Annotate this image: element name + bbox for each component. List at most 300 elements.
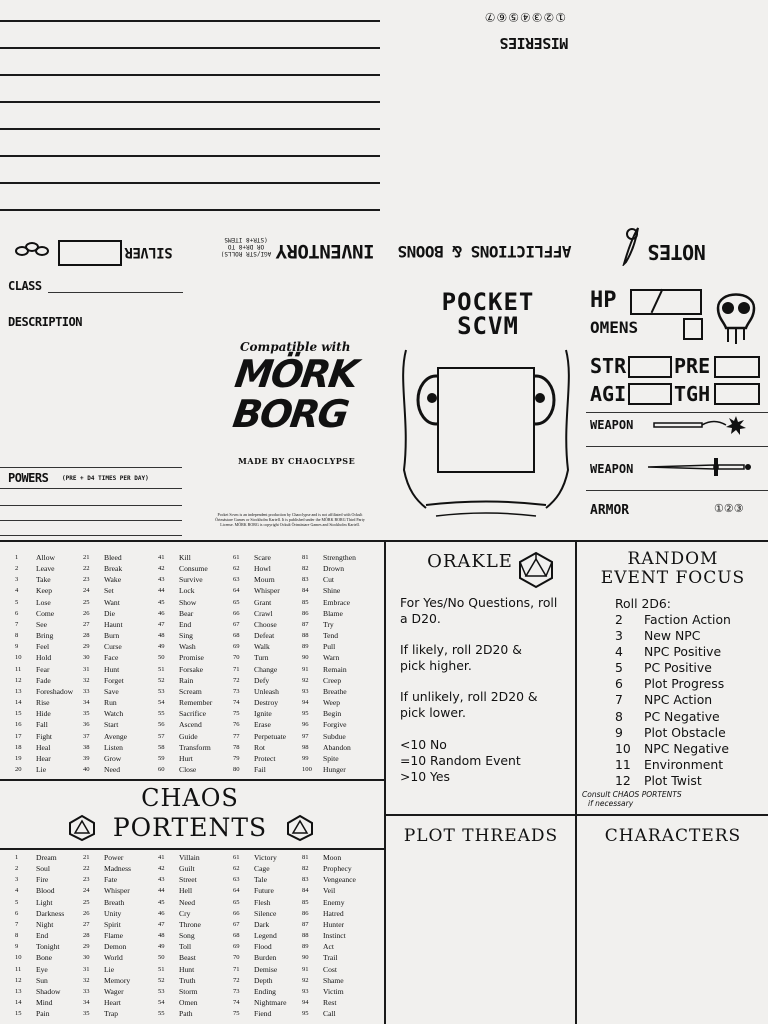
description-label: DESCRIPTION: [8, 315, 82, 329]
list-item: [302, 852, 356, 863]
word-text: Forget: [104, 675, 124, 685]
word-text: Bring: [36, 631, 54, 641]
list-item: [83, 597, 127, 608]
word-number: 92: [302, 676, 309, 684]
silver-label: SILVER: [125, 244, 173, 260]
word-text: Keep: [36, 586, 53, 596]
word-number: 54: [158, 699, 165, 707]
word-text: Fail: [254, 764, 266, 774]
word-number: 85: [302, 598, 309, 606]
word-text: Protect: [254, 753, 276, 763]
list-item: [302, 719, 356, 730]
list-item: [158, 986, 201, 997]
list-item: [233, 619, 286, 630]
word-number: 49: [158, 943, 165, 951]
word-number: 11: [15, 965, 22, 973]
list-item: [15, 641, 73, 652]
list-item: [302, 874, 356, 885]
list-item: [302, 742, 356, 753]
word-column: [302, 852, 356, 1019]
event-text: Environment: [644, 756, 724, 772]
word-number: 60: [158, 765, 165, 773]
list-item: [15, 919, 64, 930]
word-number: 87: [302, 620, 309, 628]
word-number: 15: [15, 710, 22, 718]
word-text: See: [36, 619, 47, 629]
word-number: 98: [302, 743, 309, 751]
word-text: Moon: [323, 853, 342, 862]
event-item: [615, 612, 731, 628]
hp-label: HP: [590, 288, 617, 313]
word-number: 8: [15, 932, 19, 940]
armor-tier-tracker[interactable]: ①②③: [714, 502, 744, 515]
word-number: 23: [83, 576, 90, 584]
list-item: [83, 874, 131, 885]
list-item: [15, 753, 73, 764]
word-number: 80: [233, 765, 240, 773]
list-item: [233, 863, 286, 874]
list-item: [233, 941, 286, 952]
plot-threads-area[interactable]: [388, 854, 572, 1022]
word-text: Survive: [179, 575, 203, 585]
word-text: Spite: [323, 753, 339, 763]
word-number: 13: [15, 987, 22, 995]
misery-tracker[interactable]: ①②③④⑤⑥⑦: [483, 10, 566, 24]
list-item: [158, 652, 212, 663]
word-text: End: [36, 931, 49, 941]
word-number: 52: [158, 676, 165, 684]
event-text: Plot Twist: [644, 772, 702, 788]
word-text: Blood: [36, 886, 55, 896]
word-number: 47: [158, 620, 165, 628]
word-text: Flesh: [254, 897, 271, 907]
word-text: Flame: [104, 931, 123, 941]
event-item: [615, 628, 731, 644]
word-number: 24: [83, 887, 90, 895]
word-number: 88: [302, 932, 309, 940]
word-number: 21: [83, 854, 90, 861]
word-number: 32: [83, 676, 90, 684]
list-item: [158, 897, 201, 908]
word-text: Foreshadow: [36, 686, 74, 696]
word-number: 70: [233, 654, 240, 662]
list-item: [302, 652, 356, 663]
word-text: Cry: [179, 908, 191, 918]
chaos-title: CHAOS: [141, 784, 239, 812]
list-item: [15, 585, 73, 596]
hp-field[interactable]: [630, 289, 702, 315]
list-item: [302, 597, 356, 608]
word-text: Fight: [36, 731, 53, 741]
word-number: 5: [15, 898, 19, 906]
word-column: [233, 852, 286, 1019]
word-number: 27: [83, 920, 90, 928]
list-item: [302, 731, 356, 742]
list-item: [15, 941, 64, 952]
word-number: 82: [302, 865, 309, 873]
word-text: Whisper: [104, 886, 130, 896]
word-number: 35: [83, 1010, 90, 1018]
word-number: 4: [15, 887, 19, 895]
list-item: [15, 852, 64, 863]
event-number: 2: [615, 612, 623, 627]
word-number: 34: [83, 699, 90, 707]
word-number: 89: [302, 943, 309, 951]
word-number: 55: [158, 710, 165, 718]
list-item: [233, 585, 286, 596]
list-item: [15, 863, 64, 874]
event-item: [615, 692, 731, 708]
word-text: Omen: [179, 998, 198, 1008]
description-line: [0, 467, 182, 468]
word-number: 45: [158, 898, 165, 906]
word-number: 52: [158, 976, 165, 984]
pre-field[interactable]: [714, 356, 760, 378]
list-item: [302, 585, 356, 596]
word-text: Blame: [323, 608, 343, 618]
word-text: Consume: [179, 564, 208, 574]
list-item: [158, 731, 212, 742]
word-text: Rot: [254, 742, 265, 752]
word-number: 78: [233, 743, 240, 751]
event-text: Plot Progress: [644, 676, 725, 692]
list-item: [15, 1008, 64, 1019]
orakle-rule-2: If likely, roll 2D20 & pick higher.: [400, 642, 522, 673]
list-item: [302, 574, 356, 585]
word-text: Lie: [36, 764, 47, 774]
word-number: 14: [15, 699, 22, 707]
list-item: [158, 719, 212, 730]
word-text: Weep: [323, 698, 341, 708]
word-number: 97: [302, 732, 309, 740]
list-item: [15, 885, 64, 896]
list-item: [158, 852, 201, 863]
list-item: [83, 630, 127, 641]
list-item: [83, 1008, 131, 1019]
word-number: 42: [158, 565, 165, 573]
words-divider: [0, 779, 384, 781]
event-number: 9: [615, 724, 623, 740]
list-item: [302, 885, 356, 896]
word-text: Defeat: [254, 631, 275, 641]
list-item: [302, 930, 356, 941]
word-number: 19: [15, 754, 22, 762]
word-number: 30: [83, 954, 90, 962]
word-text: Silence: [254, 908, 277, 918]
list-item: [15, 697, 73, 708]
word-number: 68: [233, 632, 240, 640]
made-by-text: MADE BY CHAOCLYPSE: [238, 456, 356, 466]
word-number: 42: [158, 865, 165, 873]
portrait-frame: [396, 340, 576, 520]
list-item: [83, 552, 127, 563]
list-item: [233, 686, 286, 697]
word-number: 67: [233, 920, 240, 928]
word-text: Legend: [254, 931, 277, 941]
portents-divider: [0, 848, 384, 850]
word-text: Breath: [104, 897, 125, 907]
word-number: 55: [158, 1010, 165, 1018]
word-number: 93: [302, 987, 309, 995]
word-number: 59: [158, 754, 165, 762]
word-number: 85: [302, 898, 309, 906]
list-item: [233, 697, 286, 708]
event-text: New NPC: [644, 628, 701, 644]
list-item: [302, 897, 356, 908]
word-number: 66: [233, 609, 240, 617]
word-text: Need: [104, 764, 121, 774]
word-text: Memory: [104, 975, 131, 985]
characters-area[interactable]: [579, 854, 765, 1022]
tgh-field[interactable]: [714, 383, 760, 405]
word-text: Rise: [36, 698, 50, 708]
word-text: Trail: [323, 953, 338, 963]
coins-icon: [14, 239, 50, 263]
word-text: Shine: [323, 586, 341, 596]
word-number: 11: [15, 665, 22, 673]
event-focus-list: [615, 612, 731, 789]
word-text: Lie: [104, 964, 115, 974]
word-number: 63: [233, 576, 240, 584]
notes-label: NOTES: [648, 240, 706, 264]
word-number: 10: [15, 654, 22, 662]
event-number: 3: [615, 628, 623, 644]
list-item: [233, 908, 286, 919]
list-item: [158, 641, 212, 652]
word-number: 95: [302, 710, 309, 718]
word-number: 47: [158, 920, 165, 928]
ruled-line: [0, 74, 380, 76]
tgh-label: TGH: [674, 382, 711, 406]
list-item: [158, 964, 201, 975]
list-item: [83, 930, 131, 941]
quill-icon: [620, 226, 642, 270]
word-number: 3: [15, 876, 19, 884]
word-text: Demise: [254, 964, 278, 974]
word-number: 29: [83, 643, 90, 651]
list-item: [15, 874, 64, 885]
word-number: 86: [302, 609, 309, 617]
list-item: [302, 552, 356, 563]
word-text: Wake: [104, 575, 122, 585]
word-text: Victim: [323, 986, 344, 996]
word-number: 65: [233, 598, 240, 606]
list-item: [15, 608, 73, 619]
word-text: Try: [323, 619, 334, 629]
word-number: 90: [302, 654, 309, 662]
event-note: Consult CHAOS PORTENTS if necessary: [582, 790, 682, 808]
list-item: [302, 997, 356, 1008]
list-item: [233, 897, 286, 908]
word-number: 49: [158, 643, 165, 651]
list-item: [158, 563, 212, 574]
word-text: Song: [179, 931, 195, 941]
list-item: [158, 664, 212, 675]
orakle-rule-3: If unlikely, roll 2D20 & pick lower.: [400, 689, 538, 720]
list-item: [158, 619, 212, 630]
word-number: 39: [83, 754, 90, 762]
list-item: [83, 897, 131, 908]
word-text: Mind: [36, 998, 53, 1008]
word-number: 89: [302, 643, 309, 651]
afflictions-label: AFFLICTIONS & BOONS: [398, 242, 572, 261]
word-text: Heart: [104, 998, 121, 1008]
list-item: [302, 975, 356, 986]
list-item: [233, 597, 286, 608]
word-number: 46: [158, 609, 165, 617]
ruled-line: [0, 209, 380, 211]
list-item: [83, 574, 127, 585]
word-number: 94: [302, 999, 309, 1007]
word-text: Scream: [179, 686, 202, 696]
word-text: Burden: [254, 953, 277, 963]
word-number: 27: [83, 620, 90, 628]
word-number: 87: [302, 920, 309, 928]
word-number: 25: [83, 898, 90, 906]
list-item: [83, 619, 127, 630]
word-column: [15, 852, 64, 1019]
word-number: 41: [158, 854, 165, 861]
str-field[interactable]: [628, 356, 672, 378]
word-text: Hunter: [323, 919, 345, 929]
word-text: Start: [104, 720, 119, 730]
word-number: 3: [15, 576, 19, 584]
word-text: Tale: [254, 875, 267, 885]
word-column: [15, 552, 73, 775]
word-number: 20: [15, 765, 22, 773]
list-item: [302, 764, 356, 775]
list-item: [302, 675, 356, 686]
word-number: 48: [158, 632, 165, 640]
word-number: 53: [158, 687, 165, 695]
word-number: 86: [302, 909, 309, 917]
list-item: [233, 919, 286, 930]
word-text: Leave: [36, 564, 55, 574]
word-number: 2: [15, 565, 19, 573]
word-text: World: [104, 953, 123, 963]
pocket-scvm-title: POCKET SCVM: [441, 288, 535, 340]
word-number: 28: [83, 932, 90, 940]
list-item: [302, 630, 356, 641]
d20-icon: [68, 814, 96, 846]
ruled-line: [0, 20, 380, 22]
word-number: 88: [302, 632, 309, 640]
legal-text: Pocket Scvm is an independent production by Chaoclypse and is not affiliated with Ockult Örtmästare Games or Stockholm Kartell. It is published under the MÖRK BORG Third Party License. MÖRK BORG is copyright Ockult Örtmästare Games and Stockholm Kartell.: [215, 512, 365, 527]
word-text: Beast: [179, 953, 196, 963]
word-text: Ignite: [254, 709, 272, 719]
d20-icon: [516, 550, 556, 594]
word-text: Abandon: [323, 742, 351, 752]
list-item: [15, 630, 73, 641]
word-text: Cost: [323, 964, 337, 974]
word-text: Cage: [254, 864, 270, 874]
characters-title: CHARACTERS: [604, 826, 742, 846]
inventory-label: INVENTORY: [276, 240, 375, 262]
list-item: [15, 952, 64, 963]
word-text: Watch: [104, 709, 124, 719]
weapon-divider: [586, 490, 768, 491]
weapon-label-2: WEAPON: [590, 462, 634, 476]
word-text: Allow: [36, 553, 55, 562]
list-item: [302, 608, 356, 619]
word-number: 1: [15, 554, 19, 561]
word-number: 50: [158, 954, 165, 962]
list-item: [158, 675, 212, 686]
word-text: Change: [254, 664, 278, 674]
event-number: 6: [615, 676, 623, 692]
word-column: [302, 552, 356, 775]
word-text: Fear: [36, 664, 50, 674]
event-item: [615, 676, 731, 692]
word-number: 69: [233, 643, 240, 651]
omens-field[interactable]: [683, 318, 703, 340]
list-item: [83, 964, 131, 975]
word-text: Instinct: [323, 931, 346, 941]
word-text: Shame: [323, 975, 344, 985]
silver-field[interactable]: [58, 240, 122, 266]
word-number: 70: [233, 954, 240, 962]
word-number: 56: [158, 721, 165, 729]
word-text: Turn: [254, 653, 269, 663]
list-item: [158, 919, 201, 930]
word-text: Tonight: [36, 942, 60, 952]
word-text: Need: [179, 897, 196, 907]
word-number: 84: [302, 887, 309, 895]
word-number: 41: [158, 554, 165, 561]
word-text: Set: [104, 586, 114, 596]
word-number: 38: [83, 743, 90, 751]
list-item: [158, 585, 212, 596]
portents-title: PORTENTS: [112, 813, 268, 842]
event-number: 5: [615, 660, 623, 676]
list-item: [233, 930, 286, 941]
word-number: 58: [158, 743, 165, 751]
word-text: Heal: [36, 742, 51, 752]
list-item: [15, 652, 73, 663]
word-text: Listen: [104, 742, 123, 752]
word-number: 24: [83, 587, 90, 595]
word-text: Veil: [323, 886, 336, 896]
word-number: 64: [233, 887, 240, 895]
list-item: [15, 897, 64, 908]
list-item: [83, 686, 127, 697]
class-label: CLASS: [8, 279, 42, 293]
word-number: 14: [15, 999, 22, 1007]
ruled-line: [0, 182, 380, 184]
event-item: [615, 741, 731, 757]
word-column: [233, 552, 286, 775]
list-item: [83, 885, 131, 896]
event-item: [615, 660, 731, 676]
event-item: [615, 725, 731, 741]
orakle-rule-1: For Yes/No Questions, roll a D20.: [400, 595, 558, 626]
powers-line: [0, 520, 182, 521]
omens-label: OMENS: [590, 318, 639, 337]
word-number: 81: [302, 554, 309, 561]
list-item: [233, 552, 286, 563]
word-text: Eye: [36, 964, 48, 974]
list-item: [158, 874, 201, 885]
list-item: [158, 975, 201, 986]
list-item: [15, 574, 73, 585]
word-text: Tend: [323, 631, 339, 641]
word-number: 61: [233, 554, 240, 561]
flail-icon: [652, 414, 752, 440]
list-item: [302, 641, 356, 652]
agi-field[interactable]: [628, 383, 672, 405]
stat-divider: [586, 412, 768, 413]
word-number: 6: [15, 909, 19, 917]
